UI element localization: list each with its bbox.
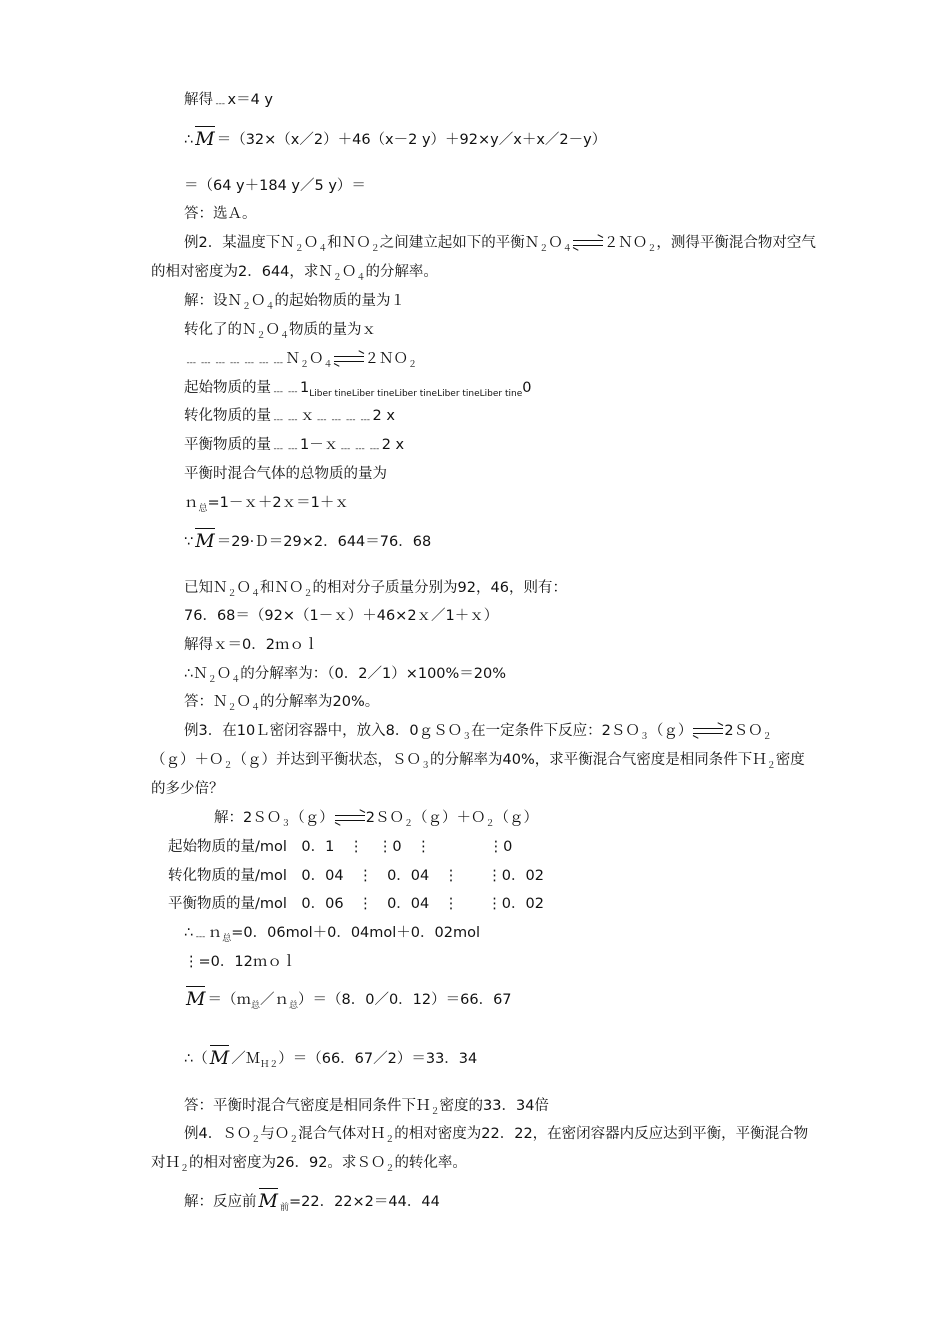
text-run: ／Ｍ — [231, 1051, 261, 1067]
text-run: 密度 — [775, 752, 805, 768]
subscript: ２ — [251, 1134, 261, 1145]
text-run: （ｇ） — [290, 810, 334, 826]
text-line — [168, 837, 512, 857]
text-line — [184, 692, 379, 718]
subscript: Liber tine — [394, 388, 438, 399]
text-run: 的相对密度为26．92。求ＳＯ — [189, 1155, 386, 1171]
mean-molar-mass-symbol: M — [195, 128, 215, 150]
subscript: ２ — [227, 588, 237, 599]
text-line — [184, 406, 395, 426]
text-run: 起始物质的量﹍﹍1 — [184, 380, 310, 396]
text-line — [214, 808, 538, 834]
subscript: ２ — [430, 1106, 440, 1117]
text-line — [184, 176, 366, 196]
text-line — [184, 578, 567, 604]
subscript: ２ — [332, 272, 342, 283]
subscript: ２ — [289, 1134, 299, 1145]
text-run: ∴﹍ｎ — [184, 925, 223, 941]
text-run: 的相对密度为22．22，在密闭容器内反应达到平衡，平衡混合物 — [394, 1126, 809, 1142]
text-run: 0 — [522, 380, 532, 396]
text-run: 解：设Ｎ — [184, 293, 242, 309]
text-line — [168, 894, 544, 914]
subscript: ４ — [323, 359, 333, 370]
text-run: 在一定条件下反应：2ＳＯ — [471, 723, 640, 739]
text-run: Ｏ — [216, 666, 232, 682]
subscript: ２ — [294, 243, 304, 254]
subscript: Liber tine — [479, 388, 523, 399]
text-run: 平衡物质的量﹍﹍1－ｘ﹍﹍﹍2 x — [184, 437, 405, 453]
text-run: 76．68＝（92×（1－ｘ）＋46×2ｘ／1＋ｘ） — [184, 608, 499, 624]
subscript: ２ — [403, 818, 413, 829]
text-line — [168, 866, 544, 886]
text-line — [184, 204, 257, 224]
text-run: =22．22×2＝44．44 — [288, 1194, 440, 1210]
text-run: 解：2ＳＯ — [214, 810, 282, 826]
text-run: Ｏ — [236, 694, 252, 710]
text-run: 转化了的Ｎ — [184, 322, 257, 338]
subscript: ４ — [280, 330, 290, 341]
text-run: Ｏ — [341, 264, 357, 280]
subscript: ２ — [256, 330, 266, 341]
subscript: ２ — [485, 818, 495, 829]
text-run: （ｇ）＋Ｏ — [413, 810, 486, 826]
text-run: Ｏ — [265, 322, 281, 338]
text-run: 的相对密度为2．644，求Ｎ — [151, 264, 333, 280]
text-line — [184, 528, 431, 552]
text-run: 2ＳＯ — [365, 810, 404, 826]
subscript: ２ — [385, 1134, 395, 1145]
text-line — [184, 721, 772, 747]
subscript: ２ — [385, 1163, 395, 1174]
text-run: ｎ — [184, 495, 199, 511]
text-run: 转化物质的量/mol 0．04 ⋮ 0．04 ⋮ ⋮0．02 — [168, 868, 544, 884]
subscript: ２ — [227, 702, 237, 713]
text-run: ＝（64 y＋184 y／5 y）＝ — [184, 178, 366, 194]
mean-molar-mass-symbol: M — [258, 1190, 278, 1212]
text-run: （ｇ）＋Ｏ — [151, 752, 224, 768]
subscript: 总 — [288, 1000, 298, 1011]
text-run: 和ＮＯ — [327, 235, 371, 251]
text-line — [184, 952, 296, 972]
equilibrium-arrow-icon — [693, 727, 723, 736]
subscript: ３ — [462, 731, 472, 742]
text-run: 的转化率。 — [394, 1155, 467, 1171]
text-run: =0．06mol＋0．04mol＋0．02mol — [231, 925, 481, 941]
subscript: ２ — [180, 1163, 190, 1174]
subscript: ２ — [300, 359, 310, 370]
text-run: ／ｎ — [259, 992, 289, 1008]
text-run: ）＝（66．67／2）＝33．34 — [278, 1051, 478, 1067]
text-line — [151, 262, 438, 288]
text-run: ＝（32×（x／2）＋46（x－2 y）＋92×y／x＋x／2－y） — [216, 132, 607, 148]
text-line — [151, 750, 805, 776]
text-run: Ｏ — [251, 293, 266, 309]
text-run: 平衡物质的量/mol 0．06 ⋮ 0．04 ⋮ ⋮0．02 — [168, 896, 544, 912]
subscript: ３ — [639, 731, 649, 742]
text-run: ⋮=0．12ｍｏｌ — [184, 954, 297, 970]
text-line — [184, 90, 273, 110]
text-run: 解得﹍x＝4 y — [184, 92, 273, 108]
text-run: 解：反应前 — [184, 1194, 257, 1210]
text-run: Ｏ — [309, 351, 324, 367]
text-run: Ｏ — [548, 235, 563, 251]
subscript: 总 — [250, 1000, 260, 1011]
text-run: 之间建立起如下的平衡Ｎ — [379, 235, 540, 251]
subscript: ３ — [421, 760, 431, 771]
subscript: ２ — [647, 243, 657, 254]
text-run: 的分解率为：（0．2／1）×100%＝20% — [240, 666, 507, 682]
subscript: ２ — [223, 760, 233, 771]
text-line — [184, 635, 318, 655]
equilibrium-arrow-icon — [334, 355, 364, 364]
text-line — [184, 1096, 549, 1122]
text-line — [184, 664, 506, 690]
subscript: ４ — [231, 674, 241, 685]
text-run: 例2．某温度下Ｎ — [184, 235, 295, 251]
text-run: 转化物质的量﹍﹍ｘ﹍﹍﹍﹍2 x — [184, 408, 395, 424]
text-run: ＝29·Ｄ＝29×2．644＝76．68 — [216, 534, 432, 550]
mean-molar-mass-symbol: M — [209, 1047, 230, 1069]
subscript: Liber tine — [309, 388, 352, 399]
text-line — [184, 233, 816, 259]
text-run: 平衡时混合气体的总物质的量为 — [184, 466, 387, 482]
subscript: ２ — [370, 243, 380, 254]
text-line — [184, 378, 532, 404]
text-run: 2ＳＯ — [724, 723, 763, 739]
subscript: 前 — [279, 1202, 289, 1213]
text-run: ２ＮＯ — [364, 351, 409, 367]
subscript: ２ — [762, 731, 772, 742]
text-run: （ｇ） — [494, 810, 539, 826]
text-run: ﹍﹍﹍﹍﹍﹍﹍Ｎ — [184, 351, 300, 367]
subscript: Ｈ２ — [260, 1059, 279, 1070]
text-line — [184, 1188, 440, 1218]
text-line — [184, 1045, 477, 1075]
subscript: ２ — [408, 359, 418, 370]
subscript: ２ — [242, 301, 252, 312]
subscript: ４ — [251, 588, 261, 599]
subscript: ４ — [265, 301, 275, 312]
text-run: Ｏ — [236, 580, 252, 596]
text-run: 的分解率为20%。 — [260, 694, 380, 710]
equilibrium-arrow-icon — [573, 239, 603, 248]
subscript: ４ — [356, 272, 366, 283]
text-line — [184, 493, 349, 519]
text-line — [184, 1124, 808, 1150]
text-run: 与Ｏ — [260, 1126, 290, 1142]
text-line — [151, 779, 224, 799]
text-run: ）＝（8．0／0．12）＝66．67 — [298, 992, 512, 1008]
text-run: 答：平衡时混合气密度是相同条件下Ｈ — [184, 1098, 431, 1114]
text-run: 密度的33．34倍 — [439, 1098, 549, 1114]
text-run: 已知Ｎ — [184, 580, 228, 596]
text-run: （ｇ） — [648, 723, 693, 739]
subscript: ２ — [303, 588, 313, 599]
text-line — [184, 464, 387, 484]
text-run: 的多少倍？ — [151, 781, 224, 797]
subscript: ２ — [766, 760, 776, 771]
text-run: 解得ｘ＝0．2ｍｏｌ — [184, 637, 319, 653]
text-run: 物质的量为ｘ — [289, 322, 377, 338]
text-run: ，测得平衡混合物对空气 — [656, 235, 816, 251]
text-line — [184, 349, 417, 375]
subscript: 总 — [222, 933, 232, 944]
text-run: 的分解率为40%，求平衡混合气密度是相同条件下Ｈ — [430, 752, 767, 768]
text-line — [184, 923, 480, 949]
text-run: ＝（ｍ — [207, 992, 251, 1008]
subscript: ４ — [562, 243, 572, 254]
subscript: ４ — [318, 243, 328, 254]
text-run: 答：选Ａ。 — [184, 206, 257, 222]
text-run: =1－ｘ＋2ｘ＝1＋ｘ — [207, 495, 349, 511]
subscript: ２ — [207, 674, 217, 685]
text-run: 的起始物质的量为１ — [274, 293, 406, 309]
text-run: ∴ — [184, 132, 194, 148]
text-run: 混合气体对Ｈ — [298, 1126, 386, 1142]
text-run: ２ＮＯ — [603, 235, 648, 251]
text-line — [184, 320, 376, 346]
text-run: Ｏ — [303, 235, 319, 251]
text-line — [184, 435, 404, 455]
text-run: ∴Ｎ — [184, 666, 208, 682]
text-line — [151, 1153, 467, 1179]
text-line — [184, 291, 405, 317]
text-run: 例3．在10Ｌ密闭容器中，放入8．0ｇＳＯ — [184, 723, 463, 739]
text-run: 对Ｈ — [151, 1155, 180, 1171]
text-run: （ｇ）并达到平衡状态，ＳＯ — [232, 752, 422, 768]
mean-molar-mass-symbol: M — [195, 530, 215, 552]
text-run: 的分解率。 — [365, 264, 438, 280]
text-run: 例4．ＳＯ — [184, 1126, 252, 1142]
text-line — [184, 606, 498, 626]
subscript: Liber tine — [437, 388, 480, 399]
text-run: 和ＮＯ — [260, 580, 304, 596]
text-run: 的相对分子质量分别为92，46，则有： — [312, 580, 567, 596]
equilibrium-arrow-icon — [335, 814, 365, 823]
text-run: 起始物质的量/mol 0．1 ⋮ ⋮0 ⋮ ⋮0 — [168, 839, 513, 855]
mean-molar-mass-symbol: M — [186, 988, 206, 1010]
subscript: ３ — [281, 818, 291, 829]
text-run: ∴（ — [184, 1051, 208, 1067]
subscript: Liber tine — [351, 388, 395, 399]
subscript: ２ — [539, 243, 549, 254]
text-line — [184, 986, 512, 1016]
subscript: ４ — [251, 702, 261, 713]
text-run: ∵ — [184, 534, 194, 550]
subscript: 总 — [198, 503, 208, 514]
text-line — [184, 126, 606, 150]
text-run: 答：Ｎ — [184, 694, 228, 710]
